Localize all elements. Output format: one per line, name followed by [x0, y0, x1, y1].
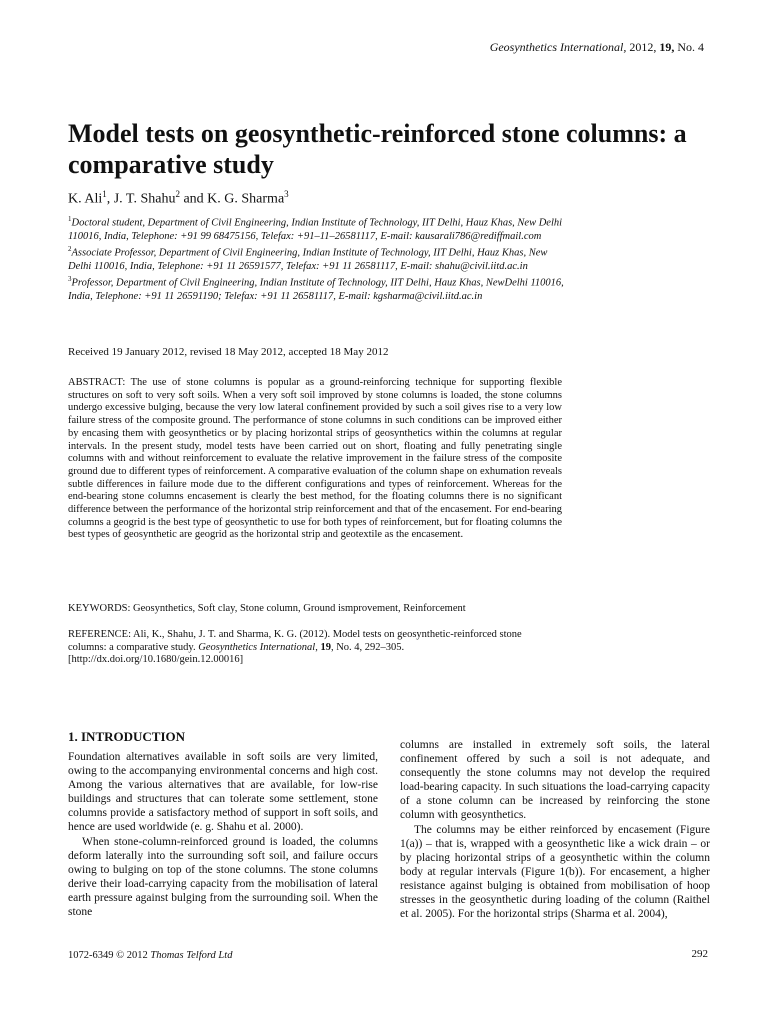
journal-name: Geosynthetics International — [489, 40, 624, 54]
author-sup: 1 — [102, 189, 107, 199]
affiliation-sup: 2 — [68, 245, 72, 254]
reference-journal: Geosynthetics International — [198, 641, 316, 653]
affiliation-sup: 3 — [68, 275, 72, 284]
affiliation-sup: 1 — [68, 215, 72, 223]
affiliation-text: Professor, Department of Civil Engineering, Indian Institute of Technology, IIT Delhi, Hauz Khas, NewDelhi 110016, India, Telephone: +91 11 26591190; Telefax: +91 11 26581117, E-mail: kgsharma@civil.iitd.ac.in — [68, 277, 564, 302]
issn: 1072-6349 — [68, 950, 114, 961]
copyright: © 2012 — [116, 950, 148, 961]
citation-reference: REFERENCE: Ali, K., Shahu, J. T. and Sharma, K. G. (2012). Model tests on geosynthetic-reinforced stone columns: a comparative study. Geosynthetics International, 19, No. 4, 292–305. [http://dx.doi.org/10.1680/gein.12.00016] — [68, 629, 522, 666]
journal-issue: No. 4 — [677, 40, 704, 54]
abstract: ABSTRACT: The use of stone columns is popular as a ground-reinforcing technique for supporting flexible structures on soft to very soft soils. When a very soft soil improved by stone columns is loaded, the stone columns undergo excessive bulging, because the very low lateral confinement provided by such a soil gives rise to a very low failure stress of the composite ground. The performance of stone columns in such conditions can be improved either by encasing them with geosynthetics or by placing horizontal strips of geosynthetics within the columns at regular intervals. In the present study, model tests have been carried out on short, floating and fully penetrating single columns with and without reinforcement to evaluate the relative improvement in the failure stress of the composite ground due to different types of reinforcement. A comparative evaluation of the column shape on exhumation reveals subtle differences in failure mode due to the different configurations and types of reinforcement. Whereas for the end-bearing stone columns encasement is clearly the best method, for the floating columns there is no significant difference between the performance of the horizontal strip reinforcement and that of the encasement. For end-bearing columns a geogrid is the best type of geosynthetic to use for both types of reinforcement, but for floating columns the best types of geosynthetic are geogrid as the horizontal strip and geotextile as the encasement. — [68, 377, 562, 541]
paper-title: Model tests on geosynthetic-reinforced stone columns: a comparative study — [68, 119, 687, 179]
left-column — [68, 750, 378, 919]
body-paragraph: columns are installed in extremely soft soils, the lateral confinement offered by such a soil is not adequate, and consequently the stone columns may not develop the required load-bearing capacity. In such situations the load-carrying capacity of a stone column can be increased by reinforcing the stone column with geosynthetics. — [400, 739, 710, 822]
reference-issue: , No. 4, 292–305. — [330, 641, 405, 653]
right-column — [400, 738, 710, 921]
journal-volume: 19, — [659, 40, 675, 54]
publisher: Thomas Telford Ltd — [150, 950, 233, 961]
author-sup: 2 — [175, 189, 180, 199]
author-name: J. T. Shahu — [113, 191, 176, 207]
affiliation — [68, 273, 568, 303]
section-heading: 1. INTRODUCTION — [68, 729, 186, 744]
affiliations — [68, 213, 568, 303]
footer-copyright — [68, 950, 232, 961]
doi-link[interactable]: [http://dx.doi.org/10.1680/gein.12.00016] — [68, 654, 244, 666]
affiliation — [68, 213, 568, 243]
affiliation — [68, 243, 568, 273]
author-list: K. Ali$^1$, J. T. Shahu$^2$ and K. G. Sharma$^3$ — [68, 189, 289, 207]
body-paragraph: The columns may be either reinforced by encasement (Figure 1(a)) – that is, wrapped with a geosynthetic like a wick drain – or by placing horizontal strips of a geosynthetic within the column body at regular intervals (Figure 1(b)). For encasement, a higher resistance against bulging is obtained from mobilisation of hoop stresses in the geosynthetic during loading of the column (Raithel et al. 2005). For the horizontal strips (Sharma et al. 2004), — [400, 823, 710, 921]
body-paragraph: When stone-column-reinforced ground is loaded, the columns deform laterally into the surrounding soft soil, and failure occurs owing to bulging on top of the stone columns. The stone columns derive their load-carrying capacity from the mobilisation of lateral earth pressure against bulging from the surrounding soil. When the stone — [68, 835, 378, 919]
affiliation-text: Associate Professor, Department of Civil Engineering, Indian Institute of Technology, IIT Delhi, Hauz Khas, New Delhi 110016, India, Telephone: +91 11 26591577, Telefax: +91 11 26581117, E-mail: shahu@civil.iitd.ac.in — [68, 247, 548, 272]
page-number: 292 — [691, 948, 708, 960]
author-name: K. G. Sharma — [207, 191, 285, 207]
received-dates: Received 19 January 2012, revised 18 May 2012, accepted 18 May 2012 — [68, 346, 389, 358]
journal-year: 2012, — [629, 40, 657, 54]
reference-volume: 19 — [320, 641, 331, 653]
journal-header: Geosynthetics International, 2012, 19, No. 4 — [489, 40, 704, 54]
author-sup: 3 — [284, 189, 289, 199]
reference-text: REFERENCE: Ali, K., Shahu, J. T. and Sharma, K. G. (2012). Model tests on geosynthetic-reinforced stone columns: a comparative study. — [68, 629, 522, 653]
affiliation-text: Doctoral student, Department of Civil Engineering, Indian Institute of Technology, IIT Delhi, Hauz Khas, New Delhi 110016, India, Telephone: +91 99 68475156, Telefax: +91–11–26581117, E-mail: kausarali786@rediffmail.com — [68, 217, 563, 242]
author-and: and — [183, 191, 204, 207]
author-name: K. Ali — [68, 191, 103, 207]
body-paragraph: Foundation alternatives available in soft soils are very limited, owing to the accompanying environmental concerns and high cost. Among the various alternatives that are available, for low-rise buildings and structures that can tolerate some settlement, stone columns provide a satisfactory method of support in soft soils, and hence are used worldwide (e. g. Shahu et al. 2000). — [68, 751, 378, 834]
keywords: KEYWORDS: Geosynthetics, Soft clay, Stone column, Ground ismprovement, Reinforcement — [68, 603, 466, 614]
